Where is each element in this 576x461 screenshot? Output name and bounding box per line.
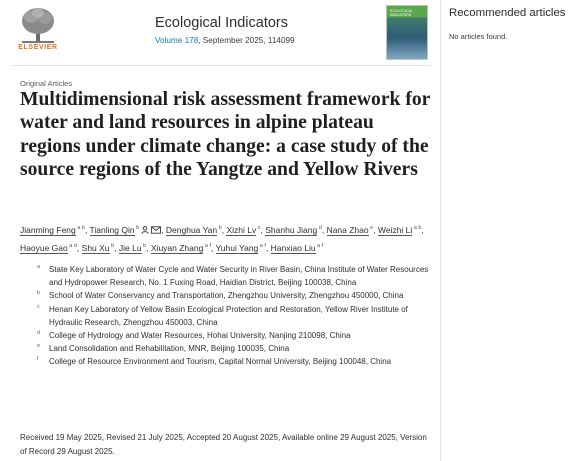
author-name: Haoyue Gao — [20, 243, 68, 254]
author-affil-sup: e — [368, 225, 374, 231]
author-affil-sup: a f — [315, 243, 324, 250]
article-dates: Received 19 May 2025, Revised 21 July 2025, Accepted 20 August 2025, Available online 29 August 2025, Version of Record 29 August 2025. — [20, 433, 427, 457]
volume-link[interactable]: Volume 178 — [155, 36, 199, 45]
journal-cover-image[interactable] — [386, 5, 428, 60]
author-link[interactable] — [119, 243, 146, 253]
affiliation-text: Henan Key Laboratory of Yellow Basin Ecological Protection and Restoration, Yellow River Institute of Hydraulic Research, Zhengzhou 450003, China — [49, 304, 408, 327]
author-affil-sup: a b — [75, 225, 85, 231]
author-name: Shanhu Jiang — [265, 224, 318, 235]
affiliation-item — [37, 329, 432, 342]
author-link[interactable] — [90, 225, 162, 235]
affiliation-label: d — [37, 330, 41, 337]
affiliation-text: State Key Laboratory of Water Cycle and Water Security in River Basin, China Institute of Water Resources and Hydropower Research, No. 1 Fuxing Road, Haidian District, Beijing 100038, China — [49, 265, 429, 288]
author-name: Shu Xu — [81, 243, 110, 254]
author-name: Hanxiao Liu — [270, 243, 316, 254]
affiliation-label: e — [37, 343, 41, 350]
elsevier-tree-logo[interactable] — [18, 5, 58, 47]
affiliation-item — [37, 342, 432, 355]
author-affil-sup: c — [256, 225, 261, 231]
affiliation-item — [37, 263, 432, 289]
issue-info — [155, 36, 295, 45]
author-link[interactable] — [327, 225, 374, 235]
author-affil-sup: b — [109, 243, 115, 250]
affiliation-label: c — [37, 303, 40, 310]
author-name: Weizhi Li — [377, 224, 413, 235]
author-affil-sup: a f — [258, 243, 266, 250]
author-link[interactable] — [265, 225, 322, 235]
elsevier-wordmark: ELSEVIER — [18, 44, 58, 51]
author-affil-sup: a d — [67, 243, 77, 250]
author-link[interactable] — [151, 243, 211, 253]
author-link[interactable] — [166, 225, 222, 235]
author-link[interactable] — [82, 243, 114, 253]
person-icon — [141, 224, 149, 239]
affiliation-text: College of Resource Environment and Tourism, Capital Normal University, Beijing 100048, China — [49, 357, 392, 367]
affiliation-text: Land Consolidation and Rehabilitation, MNR, Beijing 100035, China — [49, 344, 290, 354]
mail-icon[interactable] — [151, 224, 161, 239]
author-affil-sup: d — [317, 225, 322, 231]
author-name: Jie Lu — [118, 243, 142, 254]
author-list: Jianming Feng $^{a b}$, Tianling Qin $^b$ , Denghua Yan $^b$, Xizhi Lv $^c$, Shanhu Jiang $^d$, Nana Zhao $^e$, Weizhi Li $^{a b}$, Haoyue Gao $^{a d}$, Shu Xu $^b$, Jie Lu $^b$, Xiuyan Zhang $^{a f}$, Yuhui Yang $^{a f}$, Hanxiao Liu $^{a f}$ — [20, 224, 424, 254]
author-link[interactable] — [20, 225, 85, 235]
author-link[interactable] — [271, 243, 324, 253]
cover-text: ECOLOGICAL INDICATORS — [390, 9, 413, 17]
affiliation-item — [37, 289, 432, 302]
recommended-sidebar — [440, 0, 576, 461]
affiliation-item — [37, 355, 432, 368]
affiliation-label: b — [37, 290, 41, 297]
author-name: Nana Zhao — [326, 224, 369, 235]
issue-detail: , September 2025, 114099 — [198, 36, 295, 45]
recommended-title: Recommended articles — [449, 7, 566, 19]
author-name: Xiuyan Zhang — [150, 243, 204, 254]
affiliation-text: College of Hydrology and Water Resources, Hohai University, Nanjing 210098, China — [49, 331, 351, 341]
author-affil-sup: b — [134, 225, 140, 231]
affiliation-label: a — [37, 264, 41, 270]
journal-header — [12, 0, 430, 66]
author-affil-sup: a b — [412, 225, 422, 231]
author-name: Denghua Yan — [165, 224, 218, 235]
affiliation-label: f — [37, 356, 39, 363]
author-link[interactable] — [378, 225, 422, 235]
author-name: Yuhui Yang — [215, 243, 259, 254]
author-link[interactable] — [20, 243, 77, 253]
affiliation-item — [37, 303, 432, 329]
affiliation-list — [37, 263, 432, 369]
author-link[interactable] — [226, 225, 260, 235]
author-affil-sup: a f — [203, 243, 211, 250]
author-affil-sup: b — [141, 243, 147, 250]
author-name: Xizhi Lv — [226, 224, 257, 235]
author-name: Jianming Feng — [20, 224, 76, 235]
journal-title[interactable]: Ecological Indicators — [155, 15, 288, 31]
article-title: Multidimensional risk assessment framework for water and land resources in alpine plateau regions under climate change: a case study of the source regions of the Yangtze and Yellow Rivers — [20, 89, 430, 181]
recommended-empty: No articles found. — [449, 32, 508, 41]
author-affil-sup: b — [217, 225, 222, 231]
author-link[interactable] — [216, 243, 266, 253]
article-type: Original Articles — [20, 79, 73, 88]
author-name: Tianling Qin — [89, 224, 135, 235]
affiliation-text: School of Water Conservancy and Transportation, Zhengzhou University, Zhengzhou 450000, China — [49, 291, 404, 301]
